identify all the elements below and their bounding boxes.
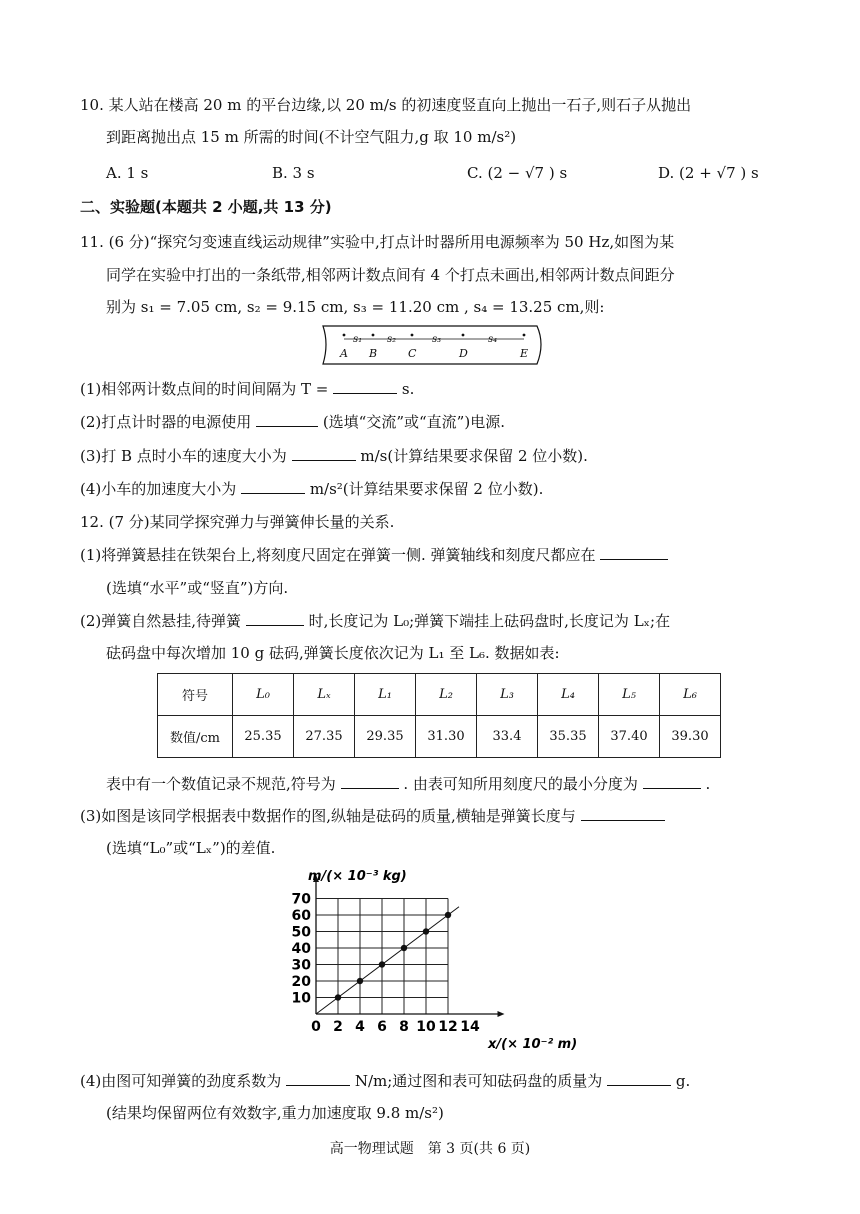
q10-line1: 10. 某人站在楼高 20 m 的平台边缘,以 20 m/s 的初速度竖直向上抛出一石子,则石子从抛出 [80, 96, 692, 114]
q12-sub1-text: (1)将弹簧悬挂在铁架台上,将刻度尺固定在弹簧一侧. 弹簧轴线和刻度尺都应在 [80, 546, 596, 564]
table-cell: 27.35 [294, 716, 355, 758]
q11-line2: 同学在实验中打出的一条纸带,相邻两计数点间有 4 个打点未画出,相邻两计数点间距分 [106, 266, 675, 284]
y-tick-label: 70 [291, 891, 311, 908]
q12-sub4-line2: (结果均保留两位有效数字,重力加速度取 9.8 m/s²) [106, 1104, 444, 1122]
table-header-row [158, 674, 721, 716]
answer-blank[interactable] [286, 1071, 350, 1086]
tape-point-c [411, 334, 414, 337]
answer-blank[interactable] [292, 446, 356, 461]
table-cell: L₆ [660, 674, 721, 716]
table-cell: L₃ [477, 674, 538, 716]
tape-label-b: B [369, 347, 378, 360]
paper-tape-figure [315, 324, 545, 366]
data-point [445, 912, 451, 918]
table-cell: 29.35 [355, 716, 416, 758]
x-tick-label: 6 [377, 1019, 387, 1035]
y-tick-label: 40 [291, 941, 311, 957]
x-tick-label: 4 [355, 1019, 365, 1035]
q12-sub4-mid: N/m;通过图和表可知砝码盘的质量为 [354, 1072, 603, 1090]
table-cell: 数值/cm [158, 716, 233, 758]
answer-blank[interactable] [581, 806, 665, 821]
table-cell: 33.4 [477, 716, 538, 758]
data-point [423, 928, 429, 934]
answer-blank[interactable] [246, 611, 304, 626]
q11-sub3-post: m/s(计算结果要求保留 2 位小数). [360, 447, 588, 465]
table-cell: 31.30 [416, 716, 477, 758]
tape-label-e: E [520, 347, 529, 360]
data-point [379, 961, 385, 967]
table-cell: Lₓ [294, 674, 355, 716]
q12-after-table-mid: . 由表可知所用刻度尺的最小分度为 [403, 775, 638, 793]
q11-line1: 11. (6 分)“探究匀变速直线运动规律”实验中,打点计时器所用电源频率为 50 Hz,如图为某 [80, 233, 675, 251]
data-point [335, 994, 341, 1000]
q12-sub3-line1 [80, 806, 665, 826]
x-tick-label: 2 [333, 1019, 343, 1035]
q12-sub2-line2: 砝码盘中每次增加 10 g 砝码,弹簧长度依次记为 L₁ 至 L₆. 数据如表: [106, 644, 560, 662]
q10-option-d: D. (2 + √7 ) s [658, 164, 759, 182]
q11-sub4-post: m/s²(计算结果要求保留 2 位小数). [309, 480, 544, 498]
table-cell: 符号 [158, 674, 233, 716]
q11-sub1-unit: s. [401, 380, 415, 398]
q11-line3: 别为 s₁ = 7.05 cm, s₂ = 9.15 cm, s₃ = 11.20 cm , s₄ = 13.25 cm,则: [106, 298, 605, 316]
q11-sub2-text: (2)打点计时器的电源使用 [80, 413, 252, 431]
tape-point-e [523, 334, 526, 337]
table-cell: 39.30 [660, 716, 721, 758]
section-title: 二、实验题(本题共 2 小题,共 13 分) [80, 198, 332, 216]
q10-option-c: C. (2 − √7 ) s [467, 164, 568, 182]
table-cell: L₀ [233, 674, 294, 716]
x-axis-arrow [498, 1011, 505, 1017]
q12-sub3-line2: (选填“L₀”或“Lₓ”)的差值. [106, 839, 276, 857]
table-cell: L₂ [416, 674, 477, 716]
answer-blank[interactable] [600, 545, 668, 560]
x-tick-label: 0 [311, 1019, 321, 1035]
q12-sub2-text: (2)弹簧自然悬挂,待弹簧 [80, 612, 242, 630]
q11-sub3-text: (3)打 B 点时小车的速度大小为 [80, 447, 287, 465]
mass-extension-graph [270, 862, 590, 1062]
q12-sub2-line1 [80, 611, 670, 631]
data-table [157, 673, 721, 758]
y-tick-label: 60 [291, 908, 311, 924]
y-tick-label: 20 [291, 974, 311, 990]
x-tick-label: 10 [416, 1019, 436, 1035]
tape-dots [339, 334, 528, 360]
graph-ylabel: m/(× 10⁻³ kg) [308, 869, 407, 884]
tape-point-a [343, 334, 346, 337]
q12-sub4-text: (4)由图可知弹簧的劲度系数为 [80, 1072, 282, 1090]
q12-title: 12. (7 分)某同学探究弹力与弹簧伸长量的关系. [80, 513, 395, 531]
table-cell: 37.40 [599, 716, 660, 758]
answer-blank[interactable] [341, 774, 399, 789]
answer-blank[interactable] [241, 479, 305, 494]
q12-after-table-text: 表中有一个数值记录不规范,符号为 [106, 775, 336, 793]
table-cell: L₄ [538, 674, 599, 716]
tape-seg-s2: s₂ [387, 334, 397, 345]
q10-line2: 到距离抛出点 15 m 所需的时间(不计空气阻力,g 取 10 m/s²) [106, 128, 517, 146]
tape-label-c: C [408, 347, 417, 360]
q11-sub3 [80, 446, 588, 466]
q10-option-a: A. 1 s [106, 164, 149, 182]
q11-sub2 [80, 412, 505, 432]
data-point [401, 945, 407, 951]
q12-sub4-line1 [80, 1071, 690, 1091]
table-row [158, 716, 721, 758]
q12-sub1-line1 [80, 545, 668, 565]
page-footer: 高一物理试题 第 3 页(共 6 页) [329, 1141, 531, 1157]
data-point [357, 978, 363, 984]
q11-sub4-text: (4)小车的加速度大小为 [80, 480, 237, 498]
q12-sub2-post: 时,长度记为 L₀;弹簧下端挂上砝码盘时,长度记为 Lₓ;在 [308, 612, 671, 630]
graph-axes [313, 875, 505, 1017]
q12-sub1-line2: (选填“水平”或“竖直”)方向. [106, 579, 289, 597]
table-cell: L₅ [599, 674, 660, 716]
table-cell: L₁ [355, 674, 416, 716]
table-cell: 35.35 [538, 716, 599, 758]
q11-sub1 [80, 379, 414, 399]
tape-label-d: D [459, 347, 468, 360]
answer-blank[interactable] [607, 1071, 671, 1086]
answer-blank[interactable] [643, 774, 701, 789]
q10-option-b: B. 3 s [272, 164, 315, 182]
tape-point-b [372, 334, 375, 337]
q12-after-table-end: . [705, 775, 711, 793]
tape-seg-s4: s₄ [488, 334, 498, 345]
tape-point-d [462, 334, 465, 337]
q12-after-table [106, 774, 710, 794]
y-tick-label: 10 [291, 990, 311, 1007]
y-tick-label: 50 [291, 924, 311, 941]
answer-blank[interactable] [333, 379, 397, 394]
tape-seg-s1: s₁ [353, 334, 363, 345]
q12-sub4-end: g. [675, 1072, 691, 1090]
answer-blank[interactable] [256, 412, 318, 427]
tape-seg-s3: s₃ [432, 334, 442, 345]
x-tick-label: 8 [399, 1019, 409, 1035]
q11-sub2-post: (选填“交流”或“直流”)电源. [322, 413, 505, 431]
table-cell: 25.35 [233, 716, 294, 758]
x-tick-label: 12 [438, 1019, 458, 1035]
tape-label-a: A [340, 347, 348, 360]
x-tick-label: 14 [460, 1019, 480, 1035]
q12-sub3-text: (3)如图是该同学根据表中数据作的图,纵轴是砝码的质量,横轴是弹簧长度与 [80, 807, 576, 825]
graph-xlabel: x/(× 10⁻² m) [488, 1037, 578, 1052]
q11-sub4 [80, 479, 543, 499]
q11-sub1-text: (1)相邻两计数点间的时间间隔为 T = [80, 380, 329, 398]
y-tick-label: 30 [291, 957, 311, 974]
